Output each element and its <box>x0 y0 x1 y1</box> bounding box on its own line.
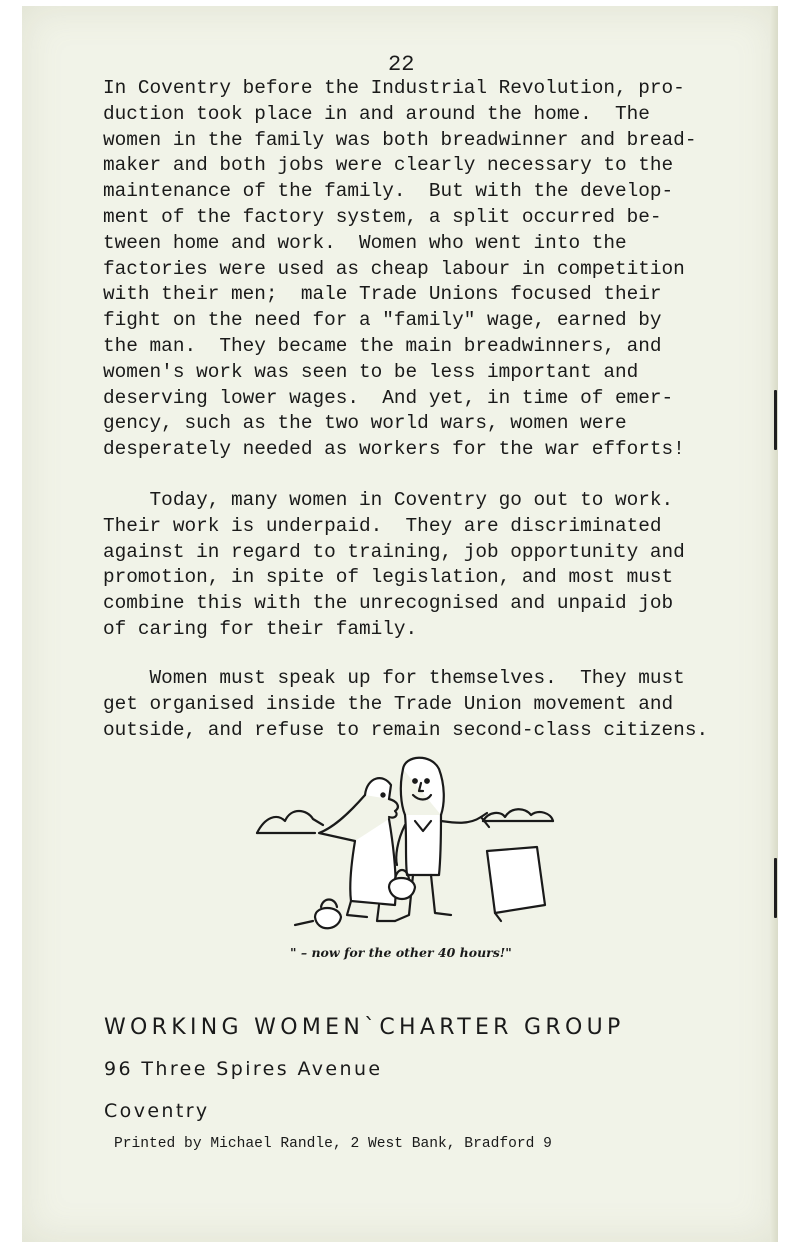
text-line: tween home and work. Women who went into the <box>103 231 627 254</box>
text-line: of caring for their family. <box>103 617 418 640</box>
printer-credit: Printed by Michael Randle, 2 West Bank, Bradford 9 <box>114 1136 552 1152</box>
text-line: ment of the factory system, a split occurred be- <box>103 205 662 228</box>
text-line: with their men; male Trade Unions focused their <box>103 283 662 306</box>
staple-bottom <box>774 858 777 918</box>
text-line: deserving lower wages. And yet, in time of emer- <box>103 386 674 409</box>
text-line: combine this with the unrecognised and unpaid job <box>103 592 674 615</box>
paragraph-today <box>103 488 685 643</box>
text-line: duction took place in and around the home. The <box>103 102 650 125</box>
paragraph-call-to-action <box>103 666 708 743</box>
page-edge <box>770 6 778 1242</box>
cartoon-caption: " – now for the other 40 hours!" <box>290 945 512 960</box>
text-line: In Coventry before the Industrial Revolution, pro- <box>103 77 685 99</box>
text-line: factories were used as cheap labour in competition <box>103 257 685 280</box>
text-line: gency, such as the two world wars, women were <box>103 412 627 435</box>
text-line: Women must speak up for themselves. They must <box>103 667 685 689</box>
text-line: maintenance of the family. But with the develop- <box>103 180 674 203</box>
text-line: Their work is underpaid. They are discriminated <box>103 514 662 537</box>
text-line: desperately needed as workers for the war efforts! <box>103 438 685 461</box>
text-line: Today, many women in Coventry go out to work. <box>103 489 674 511</box>
text-line: women's work was seen to be less important and <box>103 360 639 383</box>
text-line: the man. They became the main breadwinners, and <box>103 334 662 357</box>
text-line: fight on the need for a "family" wage, earned by <box>103 309 662 332</box>
staple-top <box>774 390 777 450</box>
text-line: get organised inside the Trade Union movement and <box>103 692 674 715</box>
text-line: maker and both jobs were clearly necessary to the <box>103 154 674 177</box>
address-street: 96 Three Spires Avenue <box>104 1058 383 1080</box>
text-line: against in regard to training, job opportunity and <box>103 540 685 563</box>
cartoon-illustration <box>255 755 555 955</box>
text-line: outside, and refuse to remain second-class citizens. <box>103 718 709 741</box>
text-line: promotion, in spite of legislation, and most must <box>103 566 674 589</box>
address-city: Coventry <box>104 1100 210 1122</box>
group-name: WORKING WOMEN`CHARTER GROUP <box>104 1015 625 1040</box>
text-line: women in the family was both breadwinner and bread- <box>103 128 697 151</box>
paragraph-history <box>103 76 696 463</box>
page-number: 22 <box>388 52 415 77</box>
